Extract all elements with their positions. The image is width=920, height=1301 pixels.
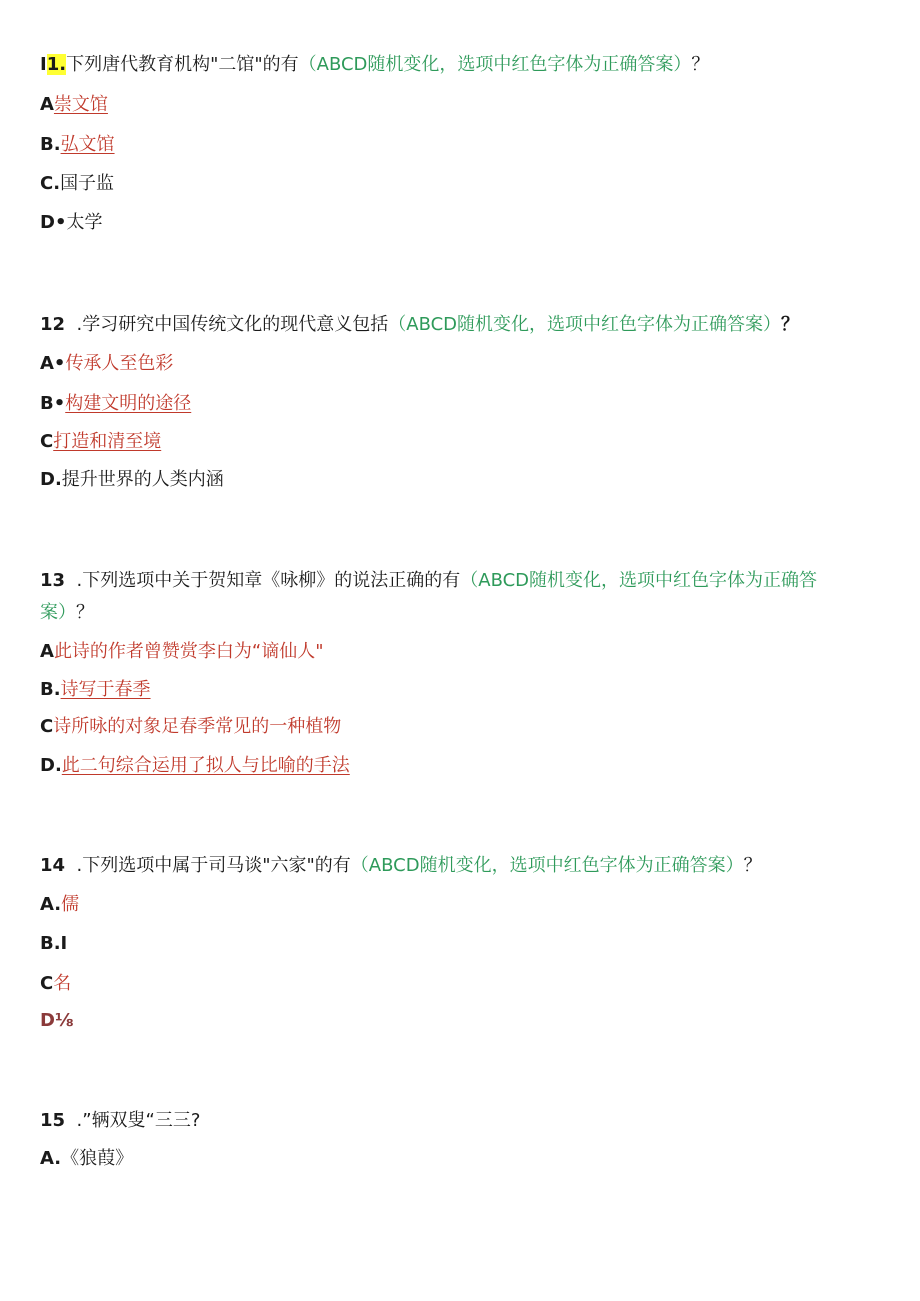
option-11-d: D•太学 [40,212,103,233]
question-stem: .学习研究中国传统文化的现代意义包括 [76,314,389,335]
question-number: 12 [40,314,66,335]
option-15-a: A.《狼葭》 [40,1148,134,1169]
question-14: 14 .下列选项中属于司马谈"六家"的有（ABCD随机变化，选项中红色字体为正确答案）？ [40,855,762,876]
answer-note: （ABCD随机变化，选项中红色字体为正确答案） [40,570,818,623]
question-15 [40,1105,840,1137]
option-13-a: A此诗的作者曾赞赏李白为“谪仙人" [40,641,324,662]
question-number: 15 [40,1110,66,1131]
question-stem: 下列唐代教育机构"二馆"的有 [66,54,299,75]
question-number: 14 [40,855,66,876]
option-13-b: B.诗写于春季 [40,679,151,700]
option-14-b: B.I [40,933,68,954]
option-14-d: D⅛ [40,1010,74,1031]
option-13-d: D.此二句综合运用了拟人与比喻的手法 [40,755,350,776]
answer-note: （ABCD随机变化，选项中红色字体为正确答案） [350,855,744,876]
question-stem: .下列选项中关于贺知章《咏柳》的说法正确的有 [76,570,461,591]
option-12-c: C打造和清至境 [40,431,162,452]
question-11: I1.下列唐代教育机构"二馆"的有（ABCD随机变化，选项中红色字体为正确答案）？ [40,54,710,75]
option-12-a: A•传承人至色彩 [40,353,174,374]
question-12: 12 .学习研究中国传统文化的现代意义包括（ABCD随机变化，选项中红色字体为正确答案）？ [40,314,800,335]
question-number: I1. [40,54,67,75]
question-stem: .”辆双叟“三三? [76,1110,201,1131]
option-12-b: B•构建文明的途径 [40,393,192,414]
answer-note: （ABCD随机变化，选项中红色字体为正确答案） [298,54,692,75]
question-stem: .下列选项中属于司马谈"六家"的有 [76,855,351,876]
question-13: 13 .下列选项中关于贺知章《咏柳》的说法正确的有（ABCD随机变化，选项中红色字体为正确答案）？ [40,570,818,623]
option-11-b: B.弘文馆 [40,134,115,155]
question-number: 13 [40,570,66,591]
option-11-a: A崇文馆 [40,94,108,115]
answer-note: （ABCD随机变化，选项中红色字体为正确答案） [388,314,782,335]
option-13-c: C诗所咏的对象足春季常见的一种植物 [40,716,342,737]
option-11-c: C.国子监 [40,173,115,194]
option-14-c: C名 [40,973,72,994]
option-14-a: A.儒 [40,894,80,915]
option-12-d: D.提升世界的人类内涵 [40,469,224,490]
